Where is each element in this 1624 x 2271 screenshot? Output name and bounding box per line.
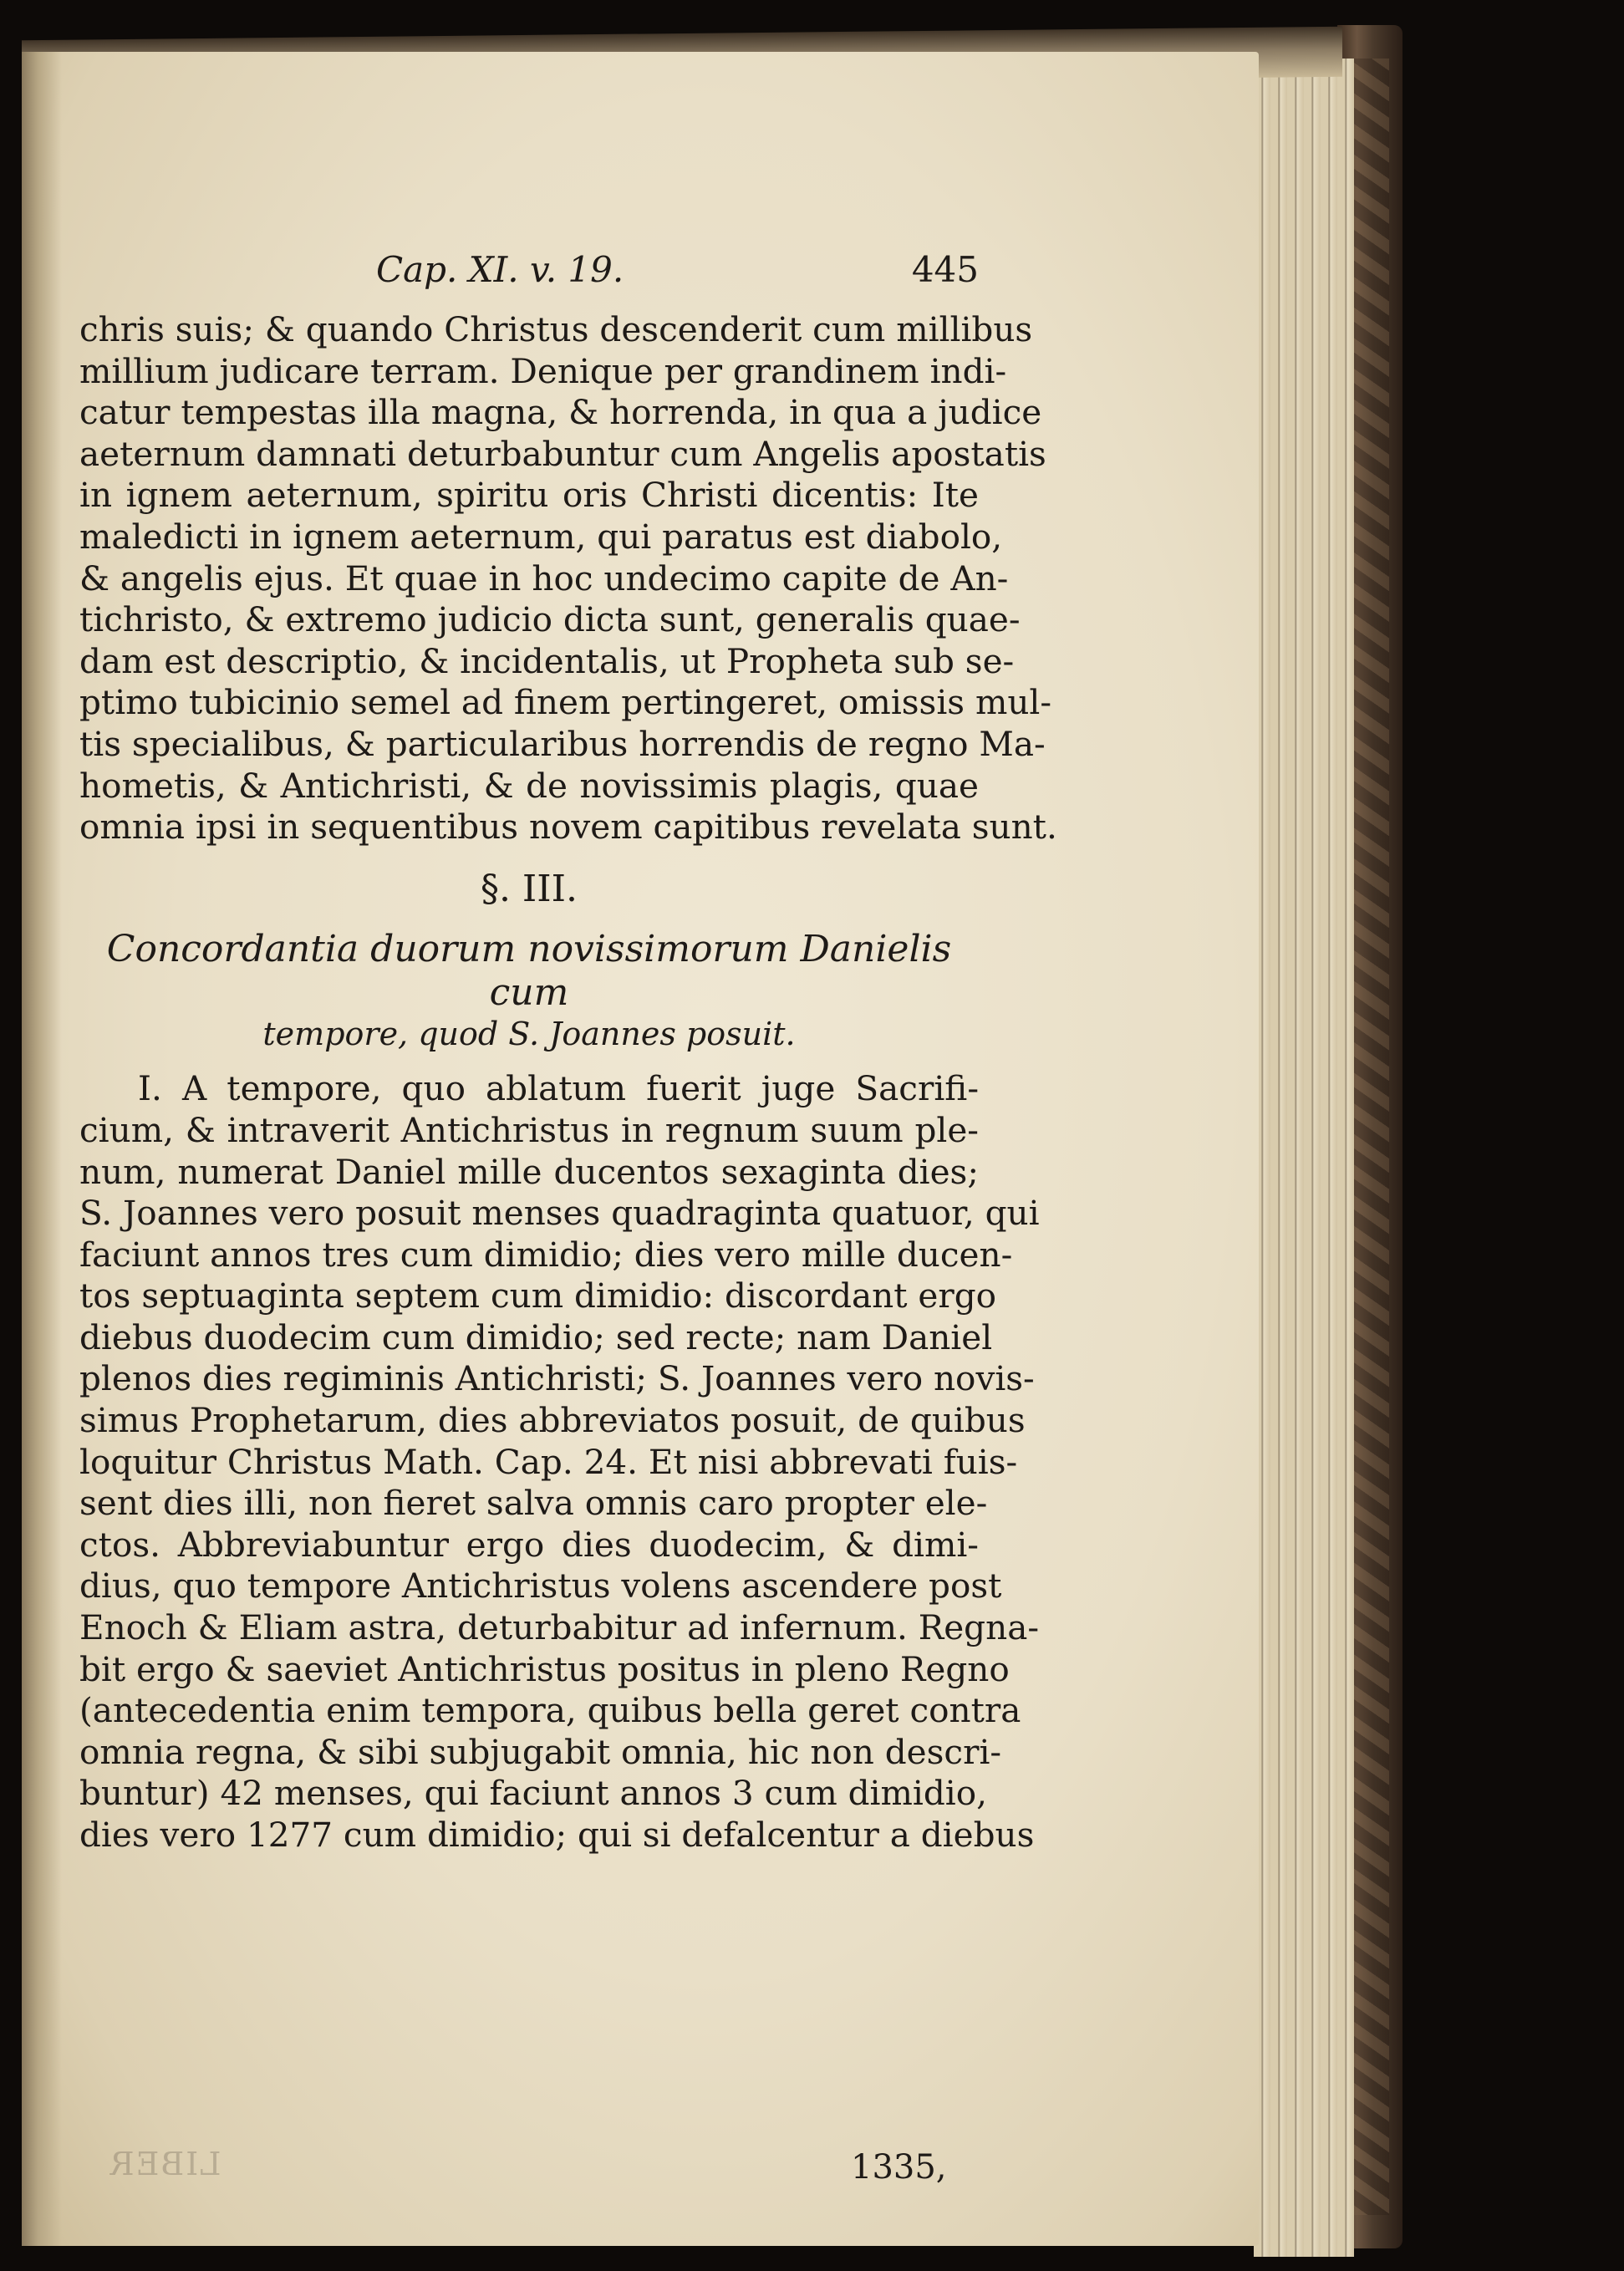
text-line: buntur) 42 menses, qui faciunt annos 3 cum dimidio, <box>79 1773 987 1814</box>
text-block <box>79 249 1057 1856</box>
text-line: Enoch & Eliam astra, deturbabitur ad infernum. Regna- <box>79 1607 1040 1648</box>
section-subtitle: tempore, quod S. Joannes posuit. <box>262 1016 796 1053</box>
text-line: faciunt annos tres cum dimidio; dies vero mille ducen- <box>79 1234 1013 1275</box>
text-line: bit ergo & saeviet Antichristus positus in pleno Regno <box>79 1648 1010 1689</box>
section-title: Concordantia duorum novissimorum Danielis cum <box>106 928 952 1015</box>
text-line: chris suis; & quando Christus descenderit cum millibus <box>79 309 1033 349</box>
text-line: omnia regna, & sibi subjugabit omnia, hic non descri- <box>79 1731 1002 1772</box>
text-line: in ignem aeternum, spiritu oris Christi dicentis: Ite <box>79 475 979 516</box>
text-line: catur tempestas illa magna, & horrenda, in qua a judice <box>79 392 1042 433</box>
text-line: ptimo tubicinio semel ad finem pertingeret, omissis mul- <box>79 682 1052 723</box>
running-head <box>79 249 979 301</box>
paragraph-1 <box>79 309 1057 848</box>
text-line: diebus duodecim cum dimidio; sed recte; nam Daniel <box>79 1316 993 1357</box>
text-line: simus Prophetarum, dies abbreviatos posuit, de quibus <box>79 1400 1026 1441</box>
text-line: plenos dies regiminis Antichristi; S. Joannes vero novis- <box>79 1358 1035 1399</box>
page-number: 445 <box>911 249 979 290</box>
text-line: loquitur Christus Math. Cap. 24. Et nisi abbrevati fuis- <box>79 1441 1018 1482</box>
text-line: cium, & intraverit Antichristus in regnum suum ple- <box>79 1109 979 1150</box>
page-gutter <box>22 52 62 2246</box>
paragraph-2 <box>79 1068 1040 1856</box>
text-line: sent dies illi, non fieret salva omnis caro propter ele- <box>79 1483 988 1524</box>
section-number: §. III. <box>480 867 578 910</box>
text-line: ctos. Abbreviabuntur ergo dies duodecim, & dimi- <box>79 1524 979 1565</box>
text-line: tos septuaginta septem cum dimidio: discordant ergo <box>79 1276 997 1316</box>
bleed-through-text: LIBER <box>109 2146 221 2182</box>
text-line: aeternum damnati deturbabuntur cum Angelis apostatis <box>79 433 1046 474</box>
text-line: I. A tempore, quo ablatum fuerit juge Sacrifi- <box>138 1068 979 1109</box>
text-line: dius, quo tempore Antichristus volens ascendere post <box>79 1566 1002 1607</box>
text-line: hometis, & Antichristi, & de novissimis plagis, quae <box>79 765 979 806</box>
catchword: 1335, <box>851 2148 947 2187</box>
page-fore-edge <box>1254 59 1354 2257</box>
text-line: S. Joannes vero posuit menses quadraginta quatuor, qui <box>79 1193 1040 1234</box>
text-line: omnia ipsi in sequentibus novem capitibus revelata sunt. <box>79 807 1057 848</box>
text-line: maledicti in ignem aeternum, qui paratus est diabolo, <box>79 516 1003 557</box>
text-line: & angelis ejus. Et quae in hoc undecimo capite de An- <box>79 558 1009 598</box>
text-line: (antecedentia enim tempora, quibus bella geret contra <box>79 1690 1021 1731</box>
text-line: dies vero 1277 cum dimidio; qui si defalcentur a diebus <box>79 1815 1035 1855</box>
text-line: tis specialibus, & particularibus horrendis de regno Ma- <box>79 723 1046 764</box>
text-line: dam est descriptio, & incidentalis, ut Propheta sub se- <box>79 640 1015 681</box>
running-head-title: Cap. XI. v. 19. <box>376 249 624 290</box>
text-line: num, numerat Daniel mille ducentos sexaginta dies; <box>79 1151 979 1192</box>
text-line: millium judicare terram. Denique per grandinem indi- <box>79 350 1007 391</box>
text-line: tichristo, & extremo judicio dicta sunt, generalis quae- <box>79 599 1021 640</box>
